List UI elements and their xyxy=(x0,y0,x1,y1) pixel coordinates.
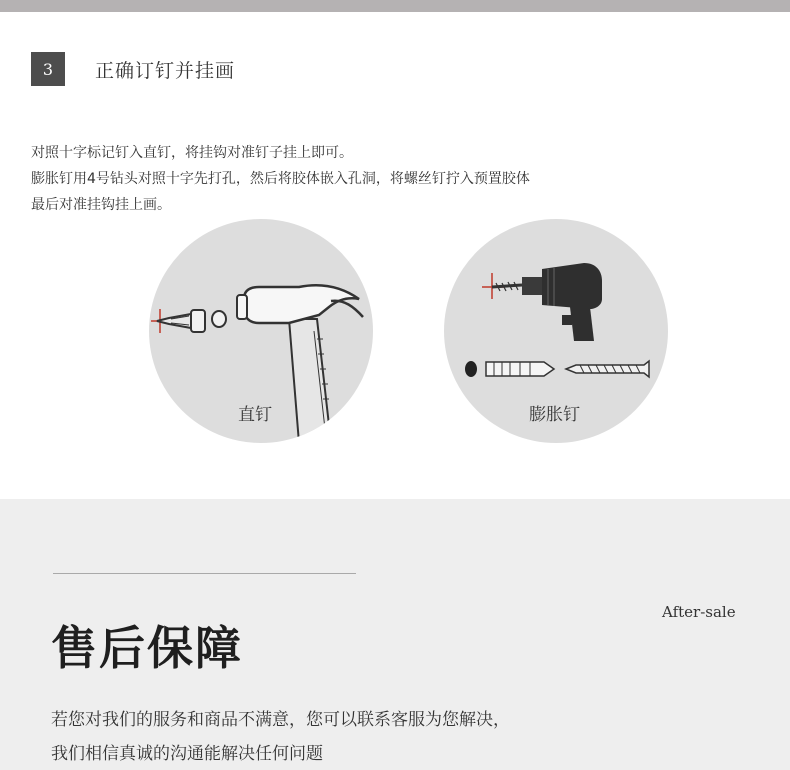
top-bar xyxy=(0,0,790,12)
aftersale-title: 售后保障 xyxy=(51,621,243,675)
nail-illustration-circle xyxy=(149,219,373,443)
anchor-illustration-circle xyxy=(444,219,668,443)
aftersale-line-1: 若您对我们的服务和商品不满意，您可以联系客服为您解决， xyxy=(51,710,510,730)
instruction-line-1: 对照十字标记钉入直钉，将挂钩对准钉子挂上即可。 xyxy=(31,145,353,161)
nail-label: 直钉 xyxy=(238,405,272,425)
anchor-label: 膨胀钉 xyxy=(529,405,580,425)
step-title: 正确订钉并挂画 xyxy=(95,60,236,82)
aftersale-line-2: 我们相信真诚的沟通能解决任何问题 xyxy=(51,744,323,764)
aftersale-section xyxy=(0,499,790,770)
instruction-line-2: 膨胀钉用4号钻头对照十字先打孔，然后将胶体嵌入孔洞，将螺丝钉拧入预置胶体 xyxy=(31,171,530,187)
step-number-badge: 3 xyxy=(31,52,65,86)
instruction-line-3: 最后对准挂钩挂上画。 xyxy=(31,197,171,213)
aftersale-tag: After-sale xyxy=(662,603,736,621)
section-divider xyxy=(53,573,356,574)
